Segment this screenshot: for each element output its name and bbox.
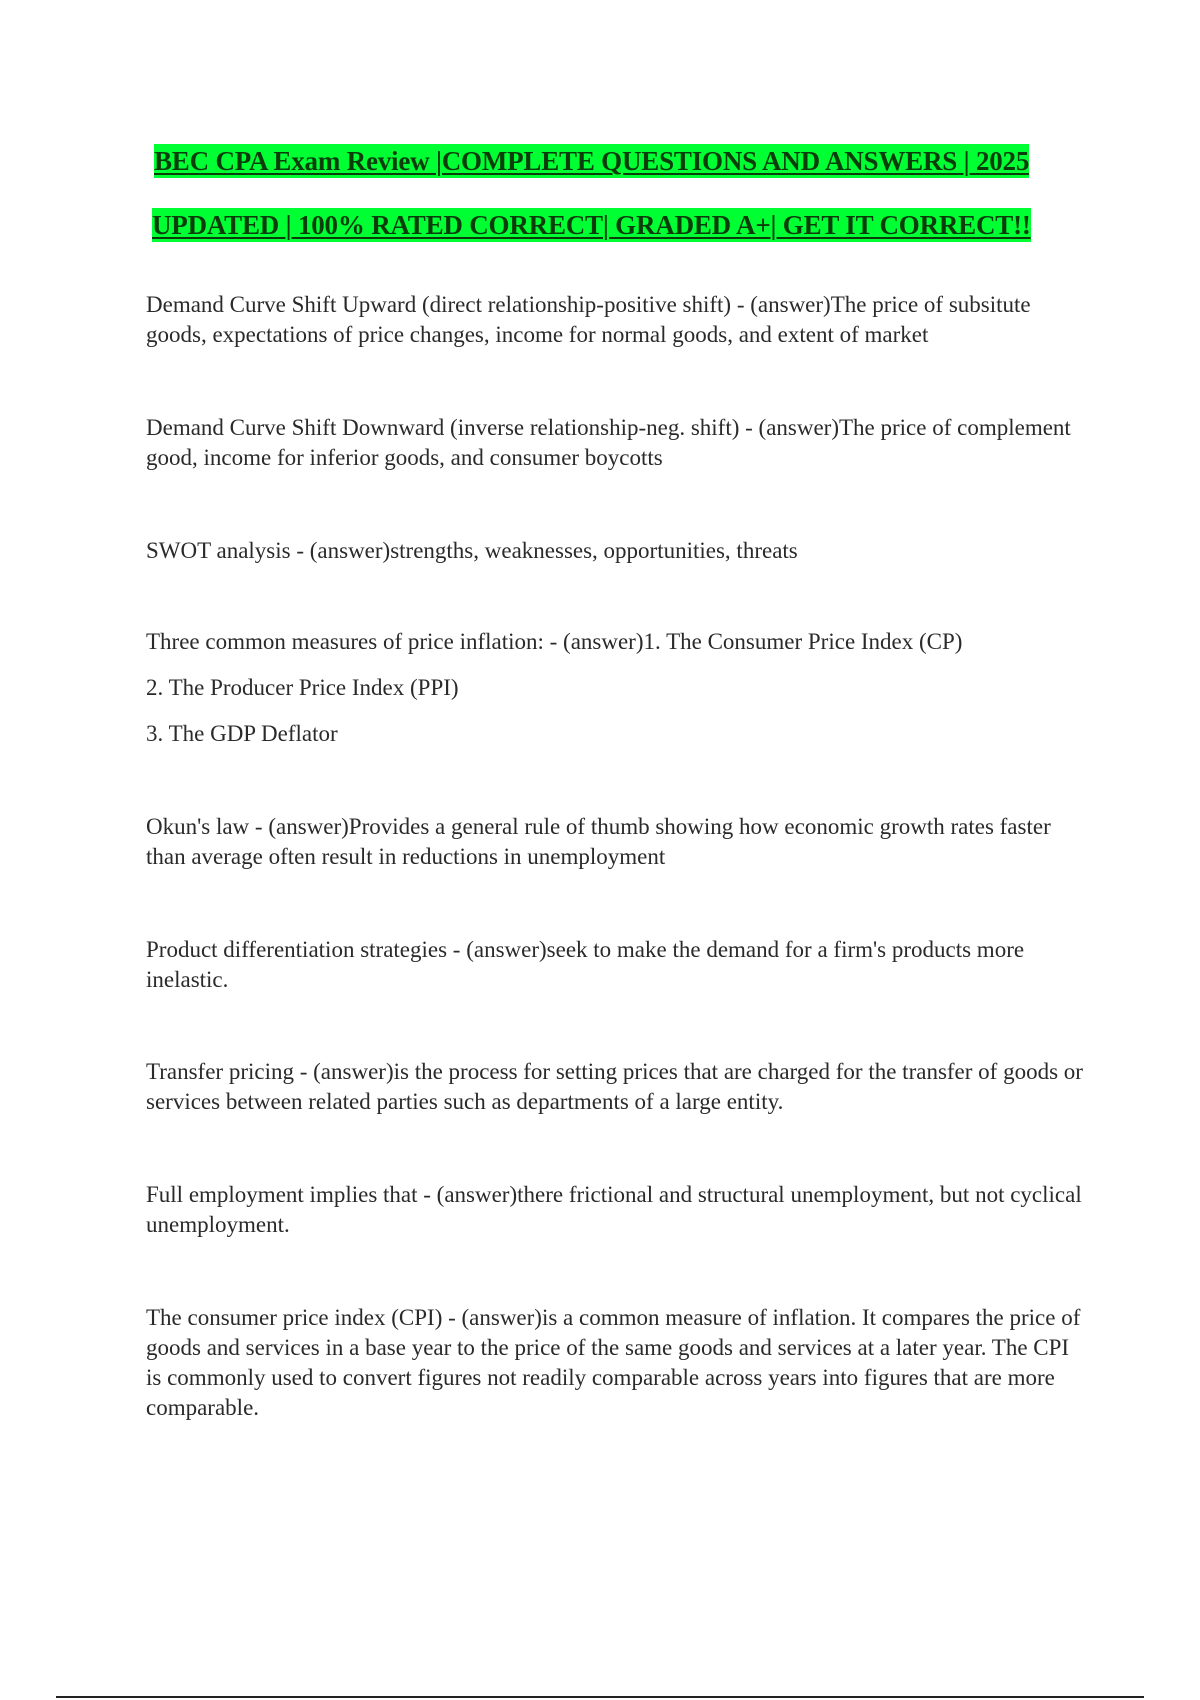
qa-entry-okuns-law [146, 812, 1086, 872]
qa-text: The consumer price index (CPI) - (answer)is a common measure of inflation. It compares the price of goods and services in a base year to the price of the same goods and services at a later year. The CPI is commonly used to convert figures not readily comparable across years into figures that are more comparable. [146, 1305, 1081, 1420]
qa-text: Okun's law - (answer)Provides a general rule of thumb showing how economic growth rates faster than average often result in reductions in unemployment [146, 814, 1051, 869]
qa-text: Product differentiation strategies - (answer)seek to make the demand for a firm's products more inelastic. [146, 937, 1025, 992]
qa-text: SWOT analysis - (answer)strengths, weaknesses, opportunities, threats [146, 538, 798, 563]
qa-list-item-gdp-deflator: 3. The GDP Deflator [146, 721, 338, 746]
qa-entry-product-differentiation [146, 935, 1086, 995]
qa-entry-demand-upward [146, 290, 1086, 350]
qa-entry-demand-downward [146, 413, 1086, 473]
qa-text: Demand Curve Shift Downward (inverse relationship-neg. shift) - (answer)The price of complement good, income for inferior goods, and consumer boycotts [146, 415, 1071, 470]
qa-entry-full-employment [146, 1180, 1086, 1240]
qa-entry-transfer-pricing [146, 1057, 1086, 1117]
qa-text: Demand Curve Shift Upward (direct relationship-positive shift) - (answer)The price of subsitute goods, expectations of price changes, income for normal goods, and extent of market [146, 292, 1031, 347]
qa-text: Full employment implies that - (answer)there frictional and structural unemployment, but not cyclical unemployment. [146, 1182, 1082, 1237]
qa-list-item-ppi: 2. The Producer Price Index (PPI) [146, 675, 459, 700]
qa-entry-inflation-measures [146, 627, 1086, 749]
footer-divider [56, 1696, 1144, 1698]
qa-text: Transfer pricing - (answer)is the process for setting prices that are charged for the transfer of goods or services between related parties such as departments of a large entity. [146, 1059, 1083, 1114]
qa-entry-cpi [146, 1303, 1086, 1423]
title-line-1: BEC CPA Exam Review |COMPLETE QUESTIONS AND ANSWERS | 2025 [154, 146, 1030, 176]
qa-text: Three common measures of price inflation: - (answer)1. The Consumer Price Index (CP) [146, 629, 963, 654]
title-line-2: UPDATED | 100% RATED CORRECT| GRADED A+| GET IT CORRECT!! [152, 210, 1031, 240]
qa-entry-swot [146, 536, 1086, 566]
